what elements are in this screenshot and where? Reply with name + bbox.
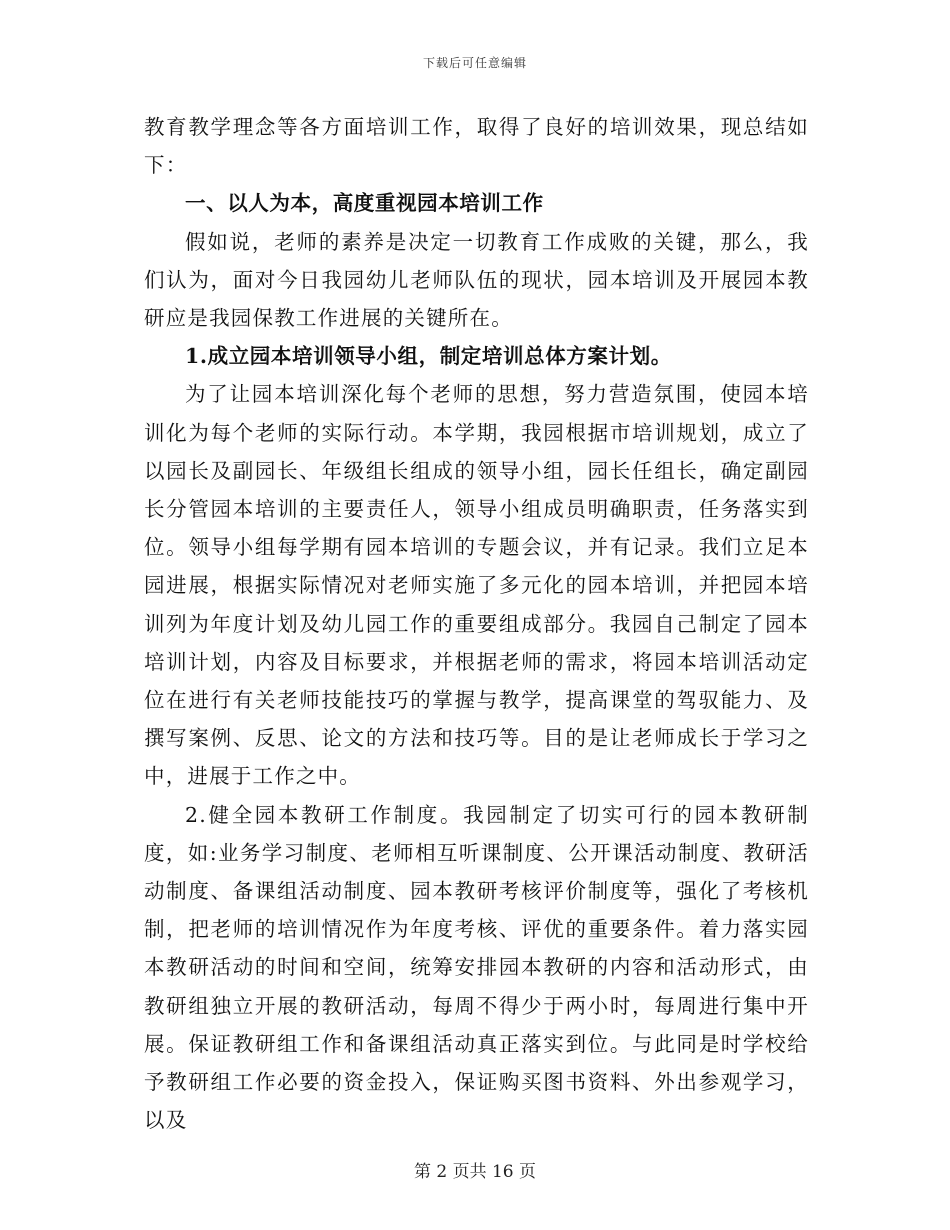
paragraph-leadership-group: 为了让园本培训深化每个老师的思想，努力营造氛围，使园本培训化为每个老师的实际行动。本学期，我园根据市培训规划，成立了以园长及副园长、年级组长组成的领导小组，园长任组长，确定副园长分管园本培训的主要责任人，领导小组成员明确职责，任务落实到位。领导小组每学期有园本培训的专题会议，并有记录。我们立足本园进展，根据实际情况对老师实施了多元化的园本培训，并把园本培训列为年度计划及幼儿园工作的重要组成部分。我园自己制定了园本培训计划，内容及目标要求，并根据老师的需求，将园本培训活动定位在进行有关老师技能技巧的掌握与教学，提高课堂的驾驭能力、及撰写案例、反思、论文的方法和技巧等。目的是让老师成长于学习之中，进展于工作之中。 bbox=[144, 382, 809, 789]
paragraph-intro: 教育教学理念等各方面培训工作，取得了良好的培训效果，现总结如下： bbox=[144, 115, 809, 178]
section-heading-1: 一、以人为本，高度重视园本培训工作 bbox=[185, 191, 544, 216]
paragraph-importance: 假如说，老师的素养是决定一切教育工作成败的关键，那么，我们认为，面对今日我园幼儿老师队伍的现状，园本培训及开展园本教研应是我园保教工作进展的关键所在。 bbox=[144, 229, 809, 331]
paragraph-research-system: 2.健全园本教研工作制度。我园制定了切实可行的园本教研制度，如:业务学习制度、老师相互听课制度、公开课活动制度、教研活动制度、备课组活动制度、园本教研考核评价制度等，强化了考核机制，把老师的培训情况作为年度考核、评优的重要条件。着力落实园本教研活动的时间和空间，统筹安排园本教研的内容和活动形式，由教研组独立开展的教研活动，每周不得少于两小时，每周进行集中开展。保证教研组工作和备课组活动真正落实到位。与此同是时学校给予教研组工作必要的资金投入，保证购买图书资料、外出参观学习，以及 bbox=[144, 802, 809, 1133]
document-body bbox=[144, 108, 809, 1139]
page-number: 第 2 页共 16 页 bbox=[413, 1162, 537, 1182]
subsection-heading-1: 1.成立园本培训领导小组，制定培训总体方案计划。 bbox=[185, 344, 672, 369]
header-note: 下载后可任意编辑 bbox=[422, 56, 527, 70]
